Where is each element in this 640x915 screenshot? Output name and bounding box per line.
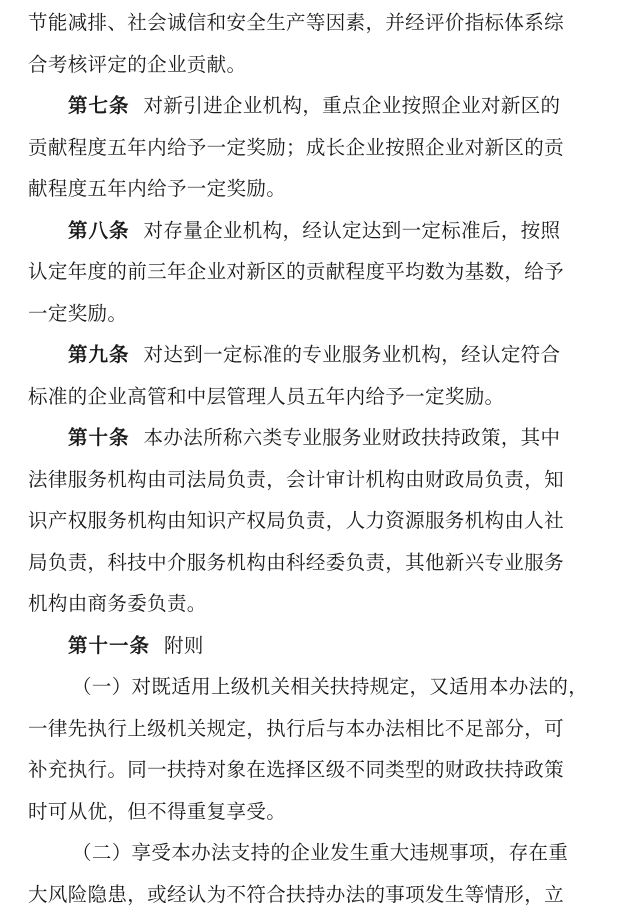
article-heading: 第十条 xyxy=(68,426,130,449)
text-line: 节能减排、社会诚信和安全生产等因素，并经评价指标体系综 xyxy=(28,2,618,44)
text-line: 一定奖励。 xyxy=(28,293,618,335)
article-text: 本办法所称六类专业服务业财政扶持政策，其中 xyxy=(144,426,561,449)
article-heading: 第七条 xyxy=(68,94,130,117)
text-line: 合考核评定的企业贡献。 xyxy=(28,44,618,86)
article-line xyxy=(28,625,618,667)
article-text: 对存量企业机构，经认定达到一定标准后，按照 xyxy=(144,219,561,242)
article-text: 对达到一定标准的专业服务业机构，经认定符合 xyxy=(144,343,561,366)
text-line: 法律服务机构由司法局负责，会计审计机构由财政局负责，知 xyxy=(28,459,618,501)
article-heading: 第八条 xyxy=(68,219,130,242)
text-line: 认定年度的前三年企业对新区的贡献程度平均数为基数，给予 xyxy=(28,251,618,293)
article-line xyxy=(28,334,618,376)
text-line: 机构由商务委负责。 xyxy=(28,583,618,625)
article-heading: 第十一条 xyxy=(68,634,150,657)
article-line xyxy=(28,210,618,252)
text-line: 局负责，科技中介服务机构由科经委负责，其他新兴专业服务 xyxy=(28,542,618,584)
article-line xyxy=(28,85,618,127)
text-line: 识产权服务机构由知识产权局负责，人力资源服务机构由人社 xyxy=(28,500,618,542)
text-line: 献程度五年内给予一定奖励。 xyxy=(28,168,618,210)
text-line: 标准的企业高管和中层管理人员五年内给予一定奖励。 xyxy=(28,376,618,418)
text-line: 时可从优，但不得重复享受。 xyxy=(28,791,618,833)
text-line: 大风险隐患，或经认为不符合扶持办法的事项发生等情形，立 xyxy=(28,874,618,915)
text-line: 贡献程度五年内给予一定奖励；成长企业按照企业对新区的贡 xyxy=(28,127,618,169)
text-line: 一律先执行上级机关规定，执行后与本办法相比不足部分，可 xyxy=(28,708,618,750)
article-heading: 第九条 xyxy=(68,343,130,366)
clause-line: （二）享受本办法支持的企业发生重大违规事项，存在重 xyxy=(28,832,618,874)
article-line xyxy=(28,417,618,459)
article-text: 对新引进企业机构，重点企业按照企业对新区的 xyxy=(144,94,561,117)
article-text: 附则 xyxy=(164,634,204,657)
clause-line: （一）对既适用上级机关相关扶持规定，又适用本办法的， xyxy=(28,666,618,708)
text-line: 补充执行。同一扶持对象在选择区级不同类型的财政扶持政策 xyxy=(28,749,618,791)
